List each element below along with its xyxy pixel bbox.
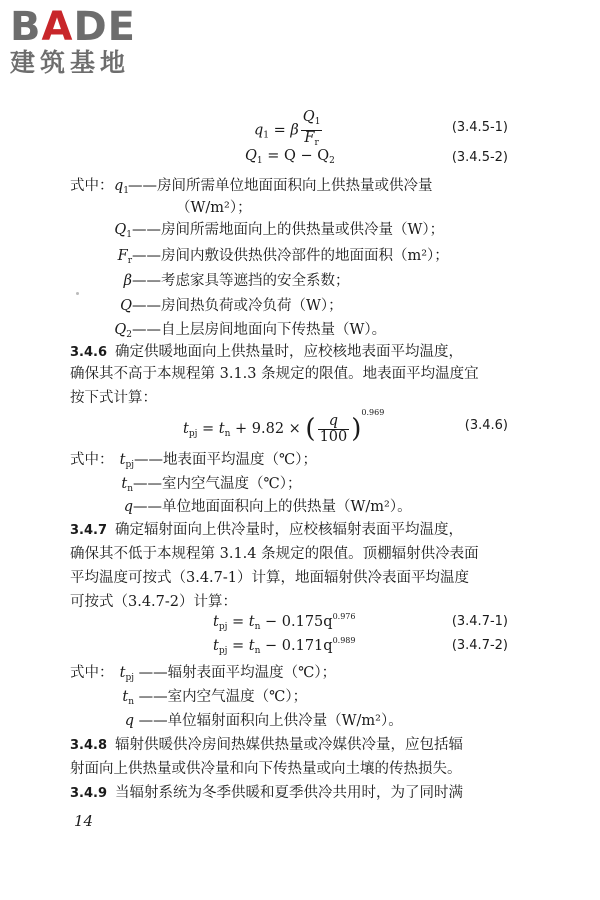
definition-beta: β——考虑家具等遮挡的安全系数； [123,273,350,289]
bade-logo [10,6,180,78]
equation-3-4-7-1: $t_{pj} = t_n - 0.175q^{0.976}$ [213,612,356,632]
clause-3-4-9: 3.4.9 当辐射系统为冬季供暖和夏季供冷共用时，为了同时满 [70,785,464,801]
definition-tn: $t_n——$室内空气温度（℃）； [121,476,302,494]
definition-Q2: $Q_2——$自上层房间地面向下传热量（W）。 [114,322,387,340]
equation-number: (3.4.7-1) [451,614,508,629]
where-label: 式中： [70,178,114,194]
equation-number: (3.4.7-2) [451,638,508,653]
equation-3-4-5-2: $Q_1 = Q - Q_2$ [245,148,335,166]
definition-tpj: $t_{pj}——$地表面平均温度（℃）； [119,452,317,470]
equation-number: (3.4.5-1) [451,120,508,135]
definition-Fr: $F_r——$房间内敷设供热供冷部件的地面面积（m²）； [117,248,449,266]
clause-3-4-6: 3.4.6 确定供暖地面向上供热量时，应校核地表面平均温度， [70,344,464,360]
definition-Q1: $Q_1——$房间所需地面向上的供热量或供冷量（W）； [114,222,445,240]
definition-Q: Q——房间热负荷或冷负荷（W）； [120,298,343,314]
definition-q: q ——单位辐射面积向上供冷量（W/m²）。 [124,713,403,729]
clause-3-4-8: 3.4.8 辐射供暖供冷房间热媒供热量或冷媒供冷量，应包括辐 [70,737,464,753]
where-label: 式中： [70,452,114,468]
page-number: 14 [74,812,94,830]
clause-3-4-7: 3.4.7 确定辐射面向上供冷量时，应校核辐射表面平均温度， [70,522,464,538]
definition-tpj: $t_{pj}$ ——辐射表面平均温度（℃）； [119,665,337,683]
equation-number: (3.4.6) [464,418,508,433]
equation-number: (3.4.5-2) [451,150,508,165]
scan-speck [76,292,79,295]
definition-q1-unit: （W/m²）； [176,200,252,216]
clause-line: 平均温度可按式（3.4.7-1）计算，地面辐射供冷表面平均温度 [70,570,470,586]
clause-line: 按下式计算： [70,390,157,406]
definition-q1: $q_1——$房间所需单位地面面积向上供热量或供冷量 [114,178,433,196]
clause-line: 确保其不高于本规程第 3.1.3 条规定的限值。地表面平均温度宜 [70,366,479,382]
definition-q: q——单位地面面积向上的供热量（W/m²）。 [123,499,412,515]
equation-3-4-7-2: $t_{pj} = t_n - 0.171q^{0.989}$ [213,636,356,656]
definition-tn: $t_n$ ——室内空气温度（℃）； [122,689,308,707]
equation-3-4-6: $t_{pj} = t_n + 9.82$ × ( $\frac{q}{100}$ )$^{0.969}$ [183,408,385,445]
equation-3-4-5-1: $q_1 = \beta$ $\frac{Q_1}{F_r}$ [254,109,321,148]
clause-line: 确保其不低于本规程第 3.1.4 条规定的限值。顶棚辐射供冷表面 [70,546,479,562]
logo-brand: BADE [10,4,136,50]
logo-subtitle: 建筑基地 [10,48,131,77]
clause-line: 射面向上供热量或供冷量和向下传热量或向土壤的传热损失。 [70,761,462,777]
clause-line: 可按式（3.4.7-2）计算： [70,594,238,610]
where-label: 式中： [70,665,114,681]
